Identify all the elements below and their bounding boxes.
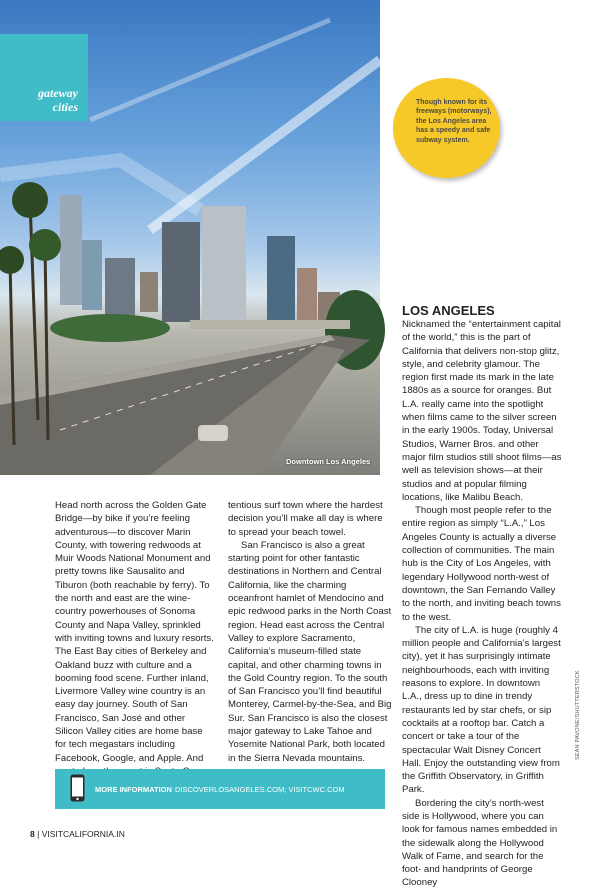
- section-tab: [0, 34, 88, 121]
- more-information-label: MORE INFORMATION: [95, 785, 172, 794]
- article-column-2: [228, 499, 392, 765]
- more-information-links[interactable]: DISCOVERLOSANGELES.COM; VISITCWC.COM: [175, 785, 345, 794]
- article-column-3: [402, 318, 562, 890]
- callout-text: Though known for its freeways (motorways), the Los Angeles area has a speedy and safe subway system.: [416, 99, 492, 144]
- column3-paragraph-2: Though most people refer to the entire region as simply “L.A.,” Los Angeles County is actually a diverse collection of communities. The main hub is the City of Los Angeles, with legendary Hollywood north-west of downtown, the San Fernando Valley to the north, and inviting beach towns to the west.: [402, 505, 561, 623]
- page-footer: [30, 829, 125, 839]
- footer-separator: |: [37, 829, 40, 839]
- more-information-bar: [55, 769, 385, 809]
- column1-paragraph-1: Head north across the Golden Gate Bridge—by bike if you’re feeling adventurous—to discover Marin County, with towering redwoods at Muir Woods National Monument and pretty towns like Sausalito and Tiburon (both reachable by ferry). To the north and east are the wine-country powerhouses of Sonoma County and Napa Valley, sprinkled with inviting towns and luxury resorts. The East Bay cities of Berkeley and Oakland buzz with culture and a booming food scene. Further inland, Livermore Valley wine country is an easy day journey. South of San Francisco, San José and other Silicon Valley cities are home base for tech megastars including Facebook, Google, and Apple. And: [55, 500, 214, 764]
- column3-paragraph-4: Bordering the city’s north-west side is Hollywood, where you can look for famous names embedded in the sidewalk along the Hollywood Walk of Fame, and search for the foot- and handprints of George Clooney: [402, 797, 558, 889]
- column2-paragraph-2: San Francisco is also a great starting point for other fantastic destinations in Northern and Central California, like the charming oceanfront hamlet of Mendocino and epic redwood parks in the North Coast region. Head east across the Central Valley to explore Sacramento, California’s museum-filled state capital, and other charming towns in the Gold Country region. To the south of San Francisco you’ll find beautiful Monterey, Carmel-by-the-Sea, and Big Sur. San Francisco is also the closest major gateway to Lake Tahoe and Yosemite National Park, both located in the Sierra Nevada mountains.: [228, 539, 392, 764]
- column2-paragraph-1: tentious surf town where the hardest decision you’ll make all day is where to spread your beach towel.: [228, 500, 383, 538]
- photo-credit: SEAN PAVONE/SHUTTERSTOCK: [575, 670, 581, 760]
- article-column-1: [55, 499, 215, 792]
- section-tab-line2: cities: [52, 100, 78, 114]
- section-title-los-angeles: LOS ANGELES: [402, 303, 495, 318]
- photo-caption: Downtown Los Angeles: [286, 457, 371, 466]
- column3-paragraph-1: Nicknamed the “entertainment capital of the world,” this is the part of California that delivers non-stop glitz, style, and celebrity glamour. The region first made its mark in the late 1880s as a source for oranges. But L.A. really came into the spotlight when films came to the silver screen in the early 1900s. Today, Universal Studios, Warner Bros. and other major film studios still shoot films—as well as television shows—at their studios and at popular filming locations, like Malibu Beach.: [402, 319, 562, 503]
- section-tab-line1: gateway: [38, 86, 78, 100]
- column3-paragraph-3: The city of L.A. is huge (roughly 4 million people and California’s largest city), yet it has surprisingly intimate neighbourhoods, each with inviting reasons to explore. In downtown L.A., dress up to dine in trendy restaurants led by star chefs, or sip cocktails at a rooftop bar. Catch a concert or take a tour of the spectacular Walt Disney Concert Hall. Enjoy the outstanding view from the Griffith Observatory, in Griffith Park.: [402, 624, 561, 796]
- page-number: 8: [30, 829, 35, 839]
- footer-site: VISITCALIFORNIA.IN: [41, 829, 125, 839]
- smartphone-icon: [70, 774, 85, 802]
